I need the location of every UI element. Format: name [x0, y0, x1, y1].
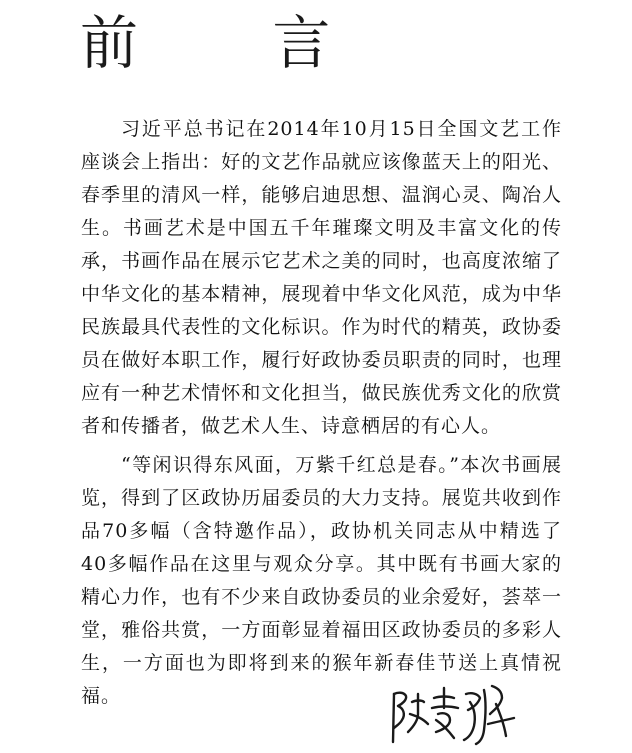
- paragraph-2: “等闲识得东风面，万紫千红总是春。”本次书画展览，得到了区政协历届委员的大力支持。展览共收到作品70多幅（含特邀作品），政协机关同志从中精选了40多幅作品在这里与观众分享。其中既有书画大家的精心力作，也有不少来自政协委员的业余爱好，荟萃一堂，雅俗共赏，一方面彰显着福田区政协委员的多彩人生，一方面也为即将到来的猴年新春佳节送上真情祝福。: [81, 454, 562, 707]
- signature-icon: [388, 680, 518, 746]
- preface-body: [81, 113, 562, 713]
- paragraph-1: 习近平总书记在2014年10月15日全国文艺工作座谈会上指出：好的文艺作品就应该像蓝天上的阳光、春季里的清风一样，能够启迪思想、温润心灵、陶冶人生。书画艺术是中国五千年璀璨文明及丰富文化的传承，书画作品在展示它艺术之美的同时，也高度浓缩了中华文化的基本精神，展现着中华文化风范，成为中华民族最具代表性的文化标识。作为时代的精英，政协委员在做好本职工作，履行好政协委员职责的同时，也理应有一种艺术情怀和文化担当，做民族优秀文化的欣赏者和传播者，做艺术人生、诗意栖居的有心人。: [81, 118, 562, 437]
- page-title: 前 言: [80, 9, 389, 77]
